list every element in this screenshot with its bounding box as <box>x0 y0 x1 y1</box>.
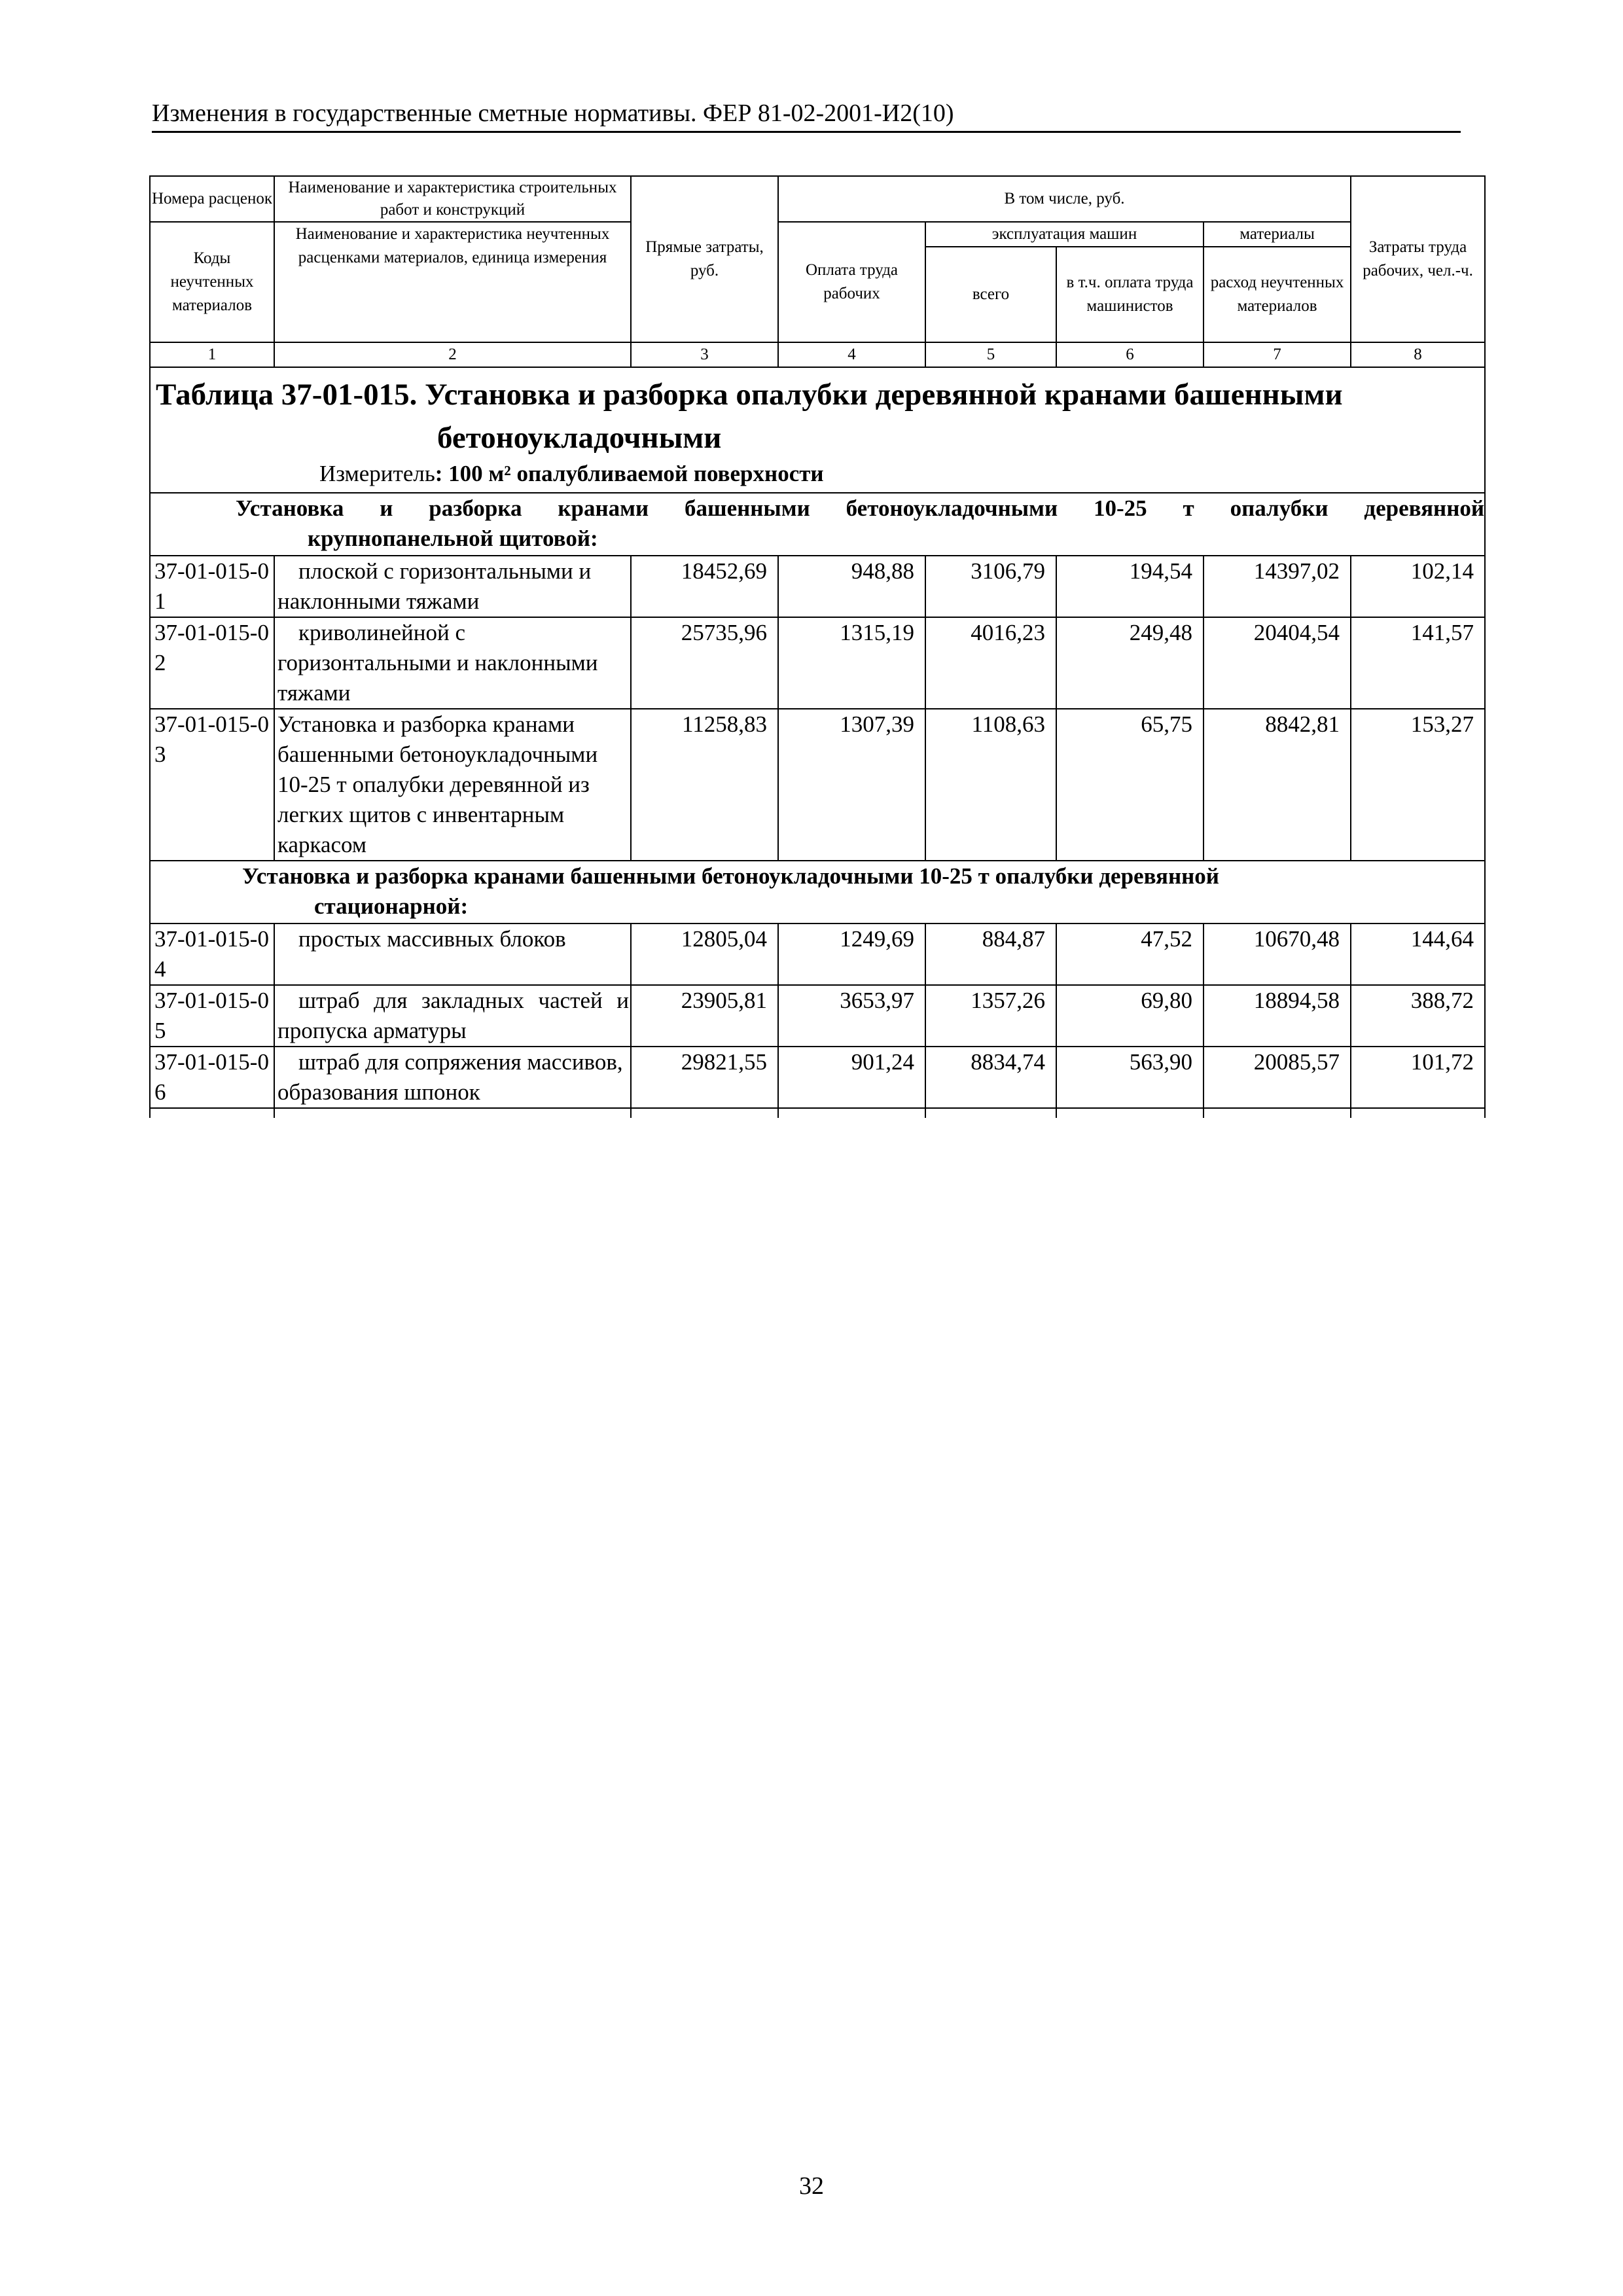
header-row-2 <box>150 222 1485 247</box>
rate-code: 37-01-015-06 <box>150 1047 274 1108</box>
machines-total: 4016,23 <box>925 617 1056 709</box>
machinists-pay: 69,80 <box>1056 985 1204 1047</box>
worker-pay: 901,24 <box>778 1047 925 1108</box>
table-title-line2: бетоноукладочными <box>437 421 722 455</box>
direct-costs: 23905,81 <box>631 985 778 1047</box>
table-title-cell <box>150 367 1485 493</box>
machinists-pay: 65,75 <box>1056 709 1204 861</box>
section-row <box>150 493 1485 556</box>
header-codes-top: Номера расценок <box>150 176 274 222</box>
table-title-line1: Таблица 37-01-015. Установка и разборка опалубки деревянной кранами башенными <box>156 378 1343 412</box>
materials-cost: 14397,02 <box>1204 556 1351 617</box>
rate-name: Установка и разборка кранами башенными бетоноукладочными 10-25 т опалубки деревянной из легких щитов с инвентарным каркасом <box>274 709 631 861</box>
header-name-top: Наименование и характеристика строительных работ и конструкций <box>274 176 631 222</box>
direct-costs: 12805,04 <box>631 924 778 985</box>
worker-pay: 3653,97 <box>778 985 925 1047</box>
measure-value: : 100 м² опалубливаемой поверхности <box>435 461 824 486</box>
column-number: 3 <box>631 342 778 367</box>
table-title <box>156 373 1480 459</box>
direct-costs: 11258,83 <box>631 709 778 861</box>
machinists-pay: 563,90 <box>1056 1047 1204 1108</box>
rate-code: 37-01-015-04 <box>150 924 274 985</box>
materials-cost: 10670,48 <box>1204 924 1351 985</box>
rate-name <box>274 1047 631 1108</box>
rate-name <box>274 617 631 709</box>
rate-name <box>274 985 631 1047</box>
measure-unit <box>156 459 1480 488</box>
header-row-1 <box>150 176 1485 222</box>
worker-pay: 1249,69 <box>778 924 925 985</box>
worker-pay: 1315,19 <box>778 617 925 709</box>
section-heading-line2: крупнопанельной щитовой: <box>308 526 598 551</box>
header-name-bottom: Наименование и характеристика неучтенных расценками материалов, единица измерения <box>274 222 631 342</box>
labor-hours: 388,72 <box>1351 985 1485 1047</box>
materials-cost: 20085,57 <box>1204 1047 1351 1108</box>
header-machines: эксплуатация машин <box>925 222 1204 247</box>
machinists-pay: 47,52 <box>1056 924 1204 985</box>
rate-name-text: штраб для сопряжения массивов, образования шпонок <box>277 1049 623 1105</box>
header-machinists-pay: в т.ч. оплата труда машинистов <box>1056 247 1204 342</box>
rate-code: 37-01-015-01 <box>150 556 274 617</box>
labor-hours: 144,64 <box>1351 924 1485 985</box>
machines-total: 1357,26 <box>925 985 1056 1047</box>
header-labor-hours: Затраты труда рабочих, чел.-ч. <box>1351 176 1485 342</box>
table-row <box>150 985 1485 1047</box>
section-heading-line2: стационарной: <box>314 893 469 919</box>
rate-code: 37-01-015-05 <box>150 985 274 1047</box>
worker-pay: 1307,39 <box>778 709 925 861</box>
header-machines-total: всего <box>925 247 1056 342</box>
machines-total: 3106,79 <box>925 556 1056 617</box>
materials-cost: 18894,58 <box>1204 985 1351 1047</box>
section-heading <box>150 493 1485 556</box>
header-group: В том числе, руб. <box>778 176 1351 222</box>
table-title-row <box>150 367 1485 493</box>
section-heading-line1: Установка и разборка кранами башенными бетоноукладочными 10-25 т опалубки деревянной <box>242 863 1219 889</box>
table-row <box>150 1047 1485 1108</box>
header-materials-usage: расход неучтенных материалов <box>1204 247 1351 342</box>
machines-total: 8834,74 <box>925 1047 1056 1108</box>
rate-name-text: штраб для закладных частей и пропуска арматуры <box>277 988 629 1043</box>
rate-name-text: плоской с горизонтальными и наклонными тяжами <box>277 558 592 614</box>
page-number: 32 <box>799 2172 824 2200</box>
direct-costs: 25735,96 <box>631 617 778 709</box>
machinists-pay: 249,48 <box>1056 617 1204 709</box>
rate-name-text: криволинейной с горизонтальными и наклонными тяжами <box>277 620 598 706</box>
machines-total: 1108,63 <box>925 709 1056 861</box>
materials-cost: 8842,81 <box>1204 709 1351 861</box>
header-materials: материалы <box>1204 222 1351 247</box>
section-row <box>150 861 1485 924</box>
column-number: 5 <box>925 342 1056 367</box>
column-number: 6 <box>1056 342 1204 367</box>
rates-table <box>149 175 1486 1118</box>
labor-hours: 102,14 <box>1351 556 1485 617</box>
table-continuation <box>150 1108 1485 1118</box>
measure-label: Измеритель <box>319 461 435 486</box>
table-row <box>150 617 1485 709</box>
header-rule <box>152 131 1461 133</box>
table-row <box>150 556 1485 617</box>
column-number: 4 <box>778 342 925 367</box>
table-row <box>150 924 1485 985</box>
worker-pay: 948,88 <box>778 556 925 617</box>
labor-hours: 141,57 <box>1351 617 1485 709</box>
running-header: Изменения в государственные сметные нормативы. ФЕР 81-02-2001-И2(10) <box>152 99 954 127</box>
header-direct-costs: Прямые затраты, руб. <box>631 176 778 342</box>
column-number: 1 <box>150 342 274 367</box>
column-number: 2 <box>274 342 631 367</box>
header-codes-bottom: Коды неучтенных материалов <box>150 222 274 342</box>
machinists-pay: 194,54 <box>1056 556 1204 617</box>
header-worker-pay: Оплата труда рабочих <box>778 222 925 342</box>
table-row <box>150 709 1485 861</box>
rate-name-text: простых массивных блоков <box>298 926 566 952</box>
column-number: 8 <box>1351 342 1485 367</box>
direct-costs: 29821,55 <box>631 1047 778 1108</box>
section-heading <box>150 861 1485 924</box>
rate-name <box>274 556 631 617</box>
labor-hours: 101,72 <box>1351 1047 1485 1108</box>
direct-costs: 18452,69 <box>631 556 778 617</box>
column-number: 7 <box>1204 342 1351 367</box>
section-heading-line1: Установка и разборка кранами башенными бетоноукладочными 10-25 т опалубки деревянной <box>236 495 1485 521</box>
labor-hours: 153,27 <box>1351 709 1485 861</box>
materials-cost: 20404,54 <box>1204 617 1351 709</box>
rate-name <box>274 924 631 985</box>
rate-code: 37-01-015-02 <box>150 617 274 709</box>
machines-total: 884,87 <box>925 924 1056 985</box>
column-number-row <box>150 342 1485 367</box>
rate-code: 37-01-015-03 <box>150 709 274 861</box>
